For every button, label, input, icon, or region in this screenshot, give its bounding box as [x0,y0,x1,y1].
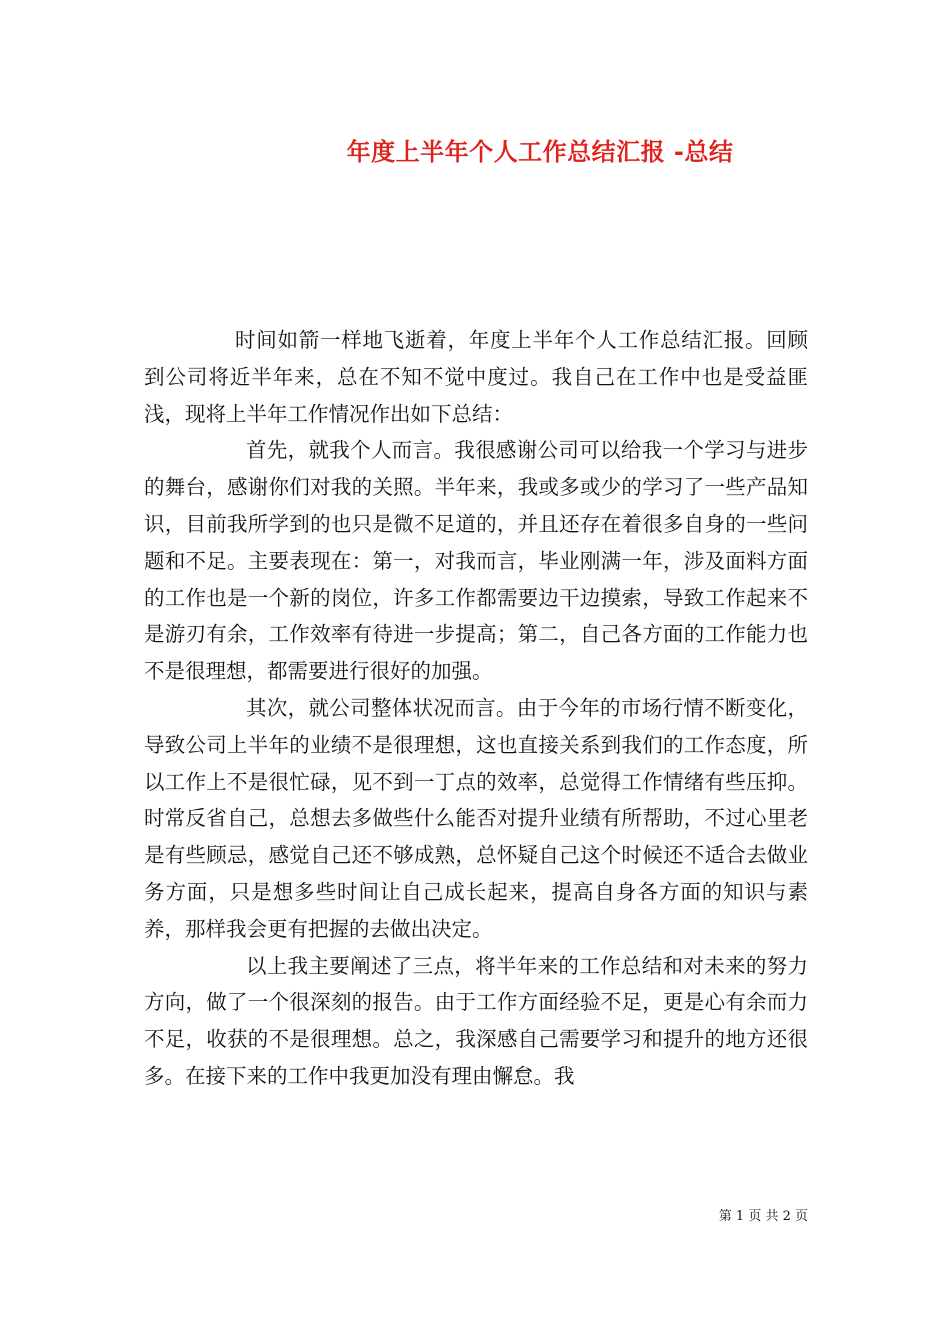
paragraph-4: 以上我主要阐述了三点，将半年来的工作总结和对未来的努力方向，做了一个很深刻的报告。由于工作方面经验不足，更是心有余而力不足，收获的不是很理想。总之，我深感自己需要学习和提升的地方还很多。在接下来的工作中我更加没有理由懈怠。我 [144,953,808,1088]
document-title: 年度上半年个人工作总结汇报 -总结 [346,138,734,166]
paragraph-3: 其次，就公司整体状况而言。由于今年的市场行情不断变化，导致公司上半年的业绩不是很理想，这也直接关系到我们的工作态度，所以工作上不是很忙碌，见不到一丁点的效率，总觉得工作情绪有些压抑。时常反省自己，总想去多做些什么能否对提升业绩有所帮助，不过心里老是有些顾忌，感觉自己还不够成熟，总怀疑自己这个时候还不适合去做业务方面，只是想多些时间让自己成长起来，提高自身各方面的知识与素养，那样我会更有把握的去做出决定。 [144,695,808,941]
document-body [144,322,808,1095]
paragraph-1: 时间如箭一样地飞逝着，年度上半年个人工作总结汇报。回顾到公司将近半年来，总在不知不觉中度过。我自己在工作中也是受益匪浅，现将上半年工作情况作出如下总结： [144,328,808,426]
page-footer: 第 1 页 共 2 页 [718,1209,808,1224]
paragraph-2: 首先，就我个人而言。我很感谢公司可以给我一个学习与进步的舞台，感谢你们对我的关照。半年来，我或多或少的学习了一些产品知识，目前我所学到的也只是微不足道的，并且还存在着很多自身的一些问题和不足。主要表现在：第一，对我而言，毕业刚满一年，涉及面料方面的工作也是一个新的岗位，许多工作都需要边干边摸索，导致工作起来不是游刃有余，工作效率有待进一步提高；第二，自己各方面的工作能力也不是很理想，都需要进行很好的加强。 [144,438,808,684]
